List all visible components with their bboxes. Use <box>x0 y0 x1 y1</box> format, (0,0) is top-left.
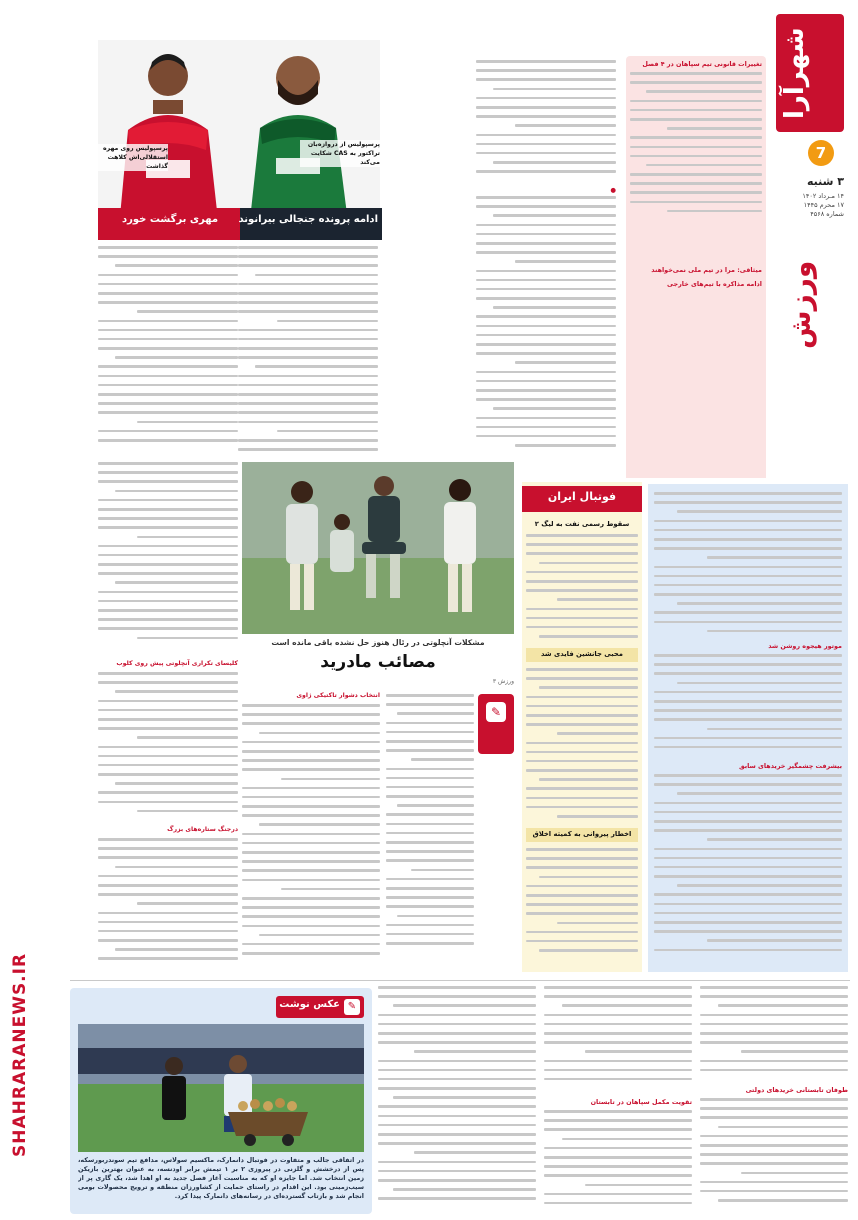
weekday: ۳ شنبه <box>806 175 844 188</box>
section-logo <box>784 230 846 380</box>
madrid-logo-icon: ✎ <box>486 702 506 722</box>
notes-text-0 <box>654 492 842 638</box>
sidebar-text-1 <box>630 72 762 222</box>
iran-item-3-title: اخطار پیروانی به کمیته اخلاق <box>532 830 632 838</box>
notes-text-1 <box>654 654 842 760</box>
site-url <box>6 900 30 1210</box>
notes-text-2 <box>654 774 842 964</box>
bottom-divider <box>70 980 850 981</box>
football-iran-badge: فوتبال ایران <box>547 490 617 503</box>
photo-box-icon: ✎ <box>344 999 360 1015</box>
masthead-logo: شهرآرا <box>780 27 810 119</box>
bottom-col-1b <box>700 1098 848 1212</box>
madrid-headline: مصائب مادرید <box>320 652 436 672</box>
sidebar-headline-2: میثاقی: مرا در تیم ملی نمی‌خواهند <box>651 266 762 274</box>
top-story-headline-bar <box>98 208 382 240</box>
section-logo-text: ورزش <box>784 260 817 350</box>
madrid-text-col-mid <box>242 704 380 968</box>
potato-cart-scene <box>78 1024 364 1152</box>
photo-box-title: عکس نوشت <box>279 999 340 1010</box>
bottom-col-1 <box>700 986 848 1082</box>
note-2-heading: بیشرفت چشمگیر خریدهای سابق <box>738 762 842 770</box>
training-scene <box>242 462 514 634</box>
column-text-b <box>476 196 616 456</box>
date-line-1: ۱۴ مـرداد ۱۴۰۲ <box>802 192 844 200</box>
madrid-photo <box>242 462 514 634</box>
madrid-sub-2: کلیسای تکراری آنچلوتی پیش روی کلوب <box>116 660 238 667</box>
top-story-text-left <box>98 246 238 458</box>
page-number: 7 <box>815 144 827 162</box>
photo-box-image <box>78 1024 364 1152</box>
madrid-kicker: مشکلات آنچلوتی در رئال هنوز حل نشده باقی مانده است <box>271 638 485 647</box>
top-story-text-right <box>238 246 378 458</box>
note-5-heading: طوفان تابستانی خریدهای دولتی <box>745 1086 848 1094</box>
column-a-subheading: ● <box>610 186 616 194</box>
bottom-col-2b <box>544 1110 692 1212</box>
madrid-sub-1: انتخاب دشوار تاکتیکی ژاوی <box>296 692 380 699</box>
iran-item-2-text <box>526 668 638 828</box>
note-1-heading: موتور هیجوه روشن شد <box>768 642 842 650</box>
top-story-subheadline: مهری برگشت خورد <box>121 214 219 225</box>
site-url-text: SHAHRARANEWS.IR <box>10 952 30 1158</box>
photo-box <box>70 988 372 1214</box>
column-text-a <box>476 60 616 180</box>
sidebar-mid <box>626 278 766 478</box>
notes-column <box>648 484 848 972</box>
madrid-text-col-left-3 <box>98 838 238 968</box>
date-line-3: شماره ۴۵۶۸ <box>810 210 844 218</box>
page-number-badge <box>808 140 834 166</box>
madrid-text-col-left-2 <box>98 672 238 822</box>
iran-item-3-text <box>526 848 638 966</box>
top-story-caption-right: پرسپولیس از دروازه‌بان تراکتور به CAS شکایت می‌کند <box>300 140 380 167</box>
masthead <box>766 0 858 255</box>
sidebar-headline-1: تغییرات قانونی تیم سپاهان در ۴ فصل <box>642 60 762 68</box>
iran-item-1-title: سقوط رسمی نفت به لیگ ۲ <box>534 520 630 528</box>
top-story-caption-left: پرسپولیس روی مهره استقلالی‌اش کلاهت گذاشت <box>98 144 168 171</box>
iran-item-2-title: محبی جانشین فایدی شد <box>541 650 623 658</box>
top-story-headline: ادامه پرونده جنجالی بیرانوند <box>238 214 378 225</box>
madrid-source: ورزش ۳ <box>492 678 514 685</box>
bottom-col-2 <box>544 986 692 1096</box>
photo-box-caption: در اتفاقی جالب و متفاوت در فوتبال دانمارک، ماکسیم سولاس، مدافع تیم سوندربورسکه، پس از درخشش و گلزنی در پیروزی ۲ بر ۱ تیمش برابر اودنسه، به عنوان بهترین بازیکن زمین انتخاب شد. اما جایزه او که به مناسبت آغاز فصل جدید به او اهدا شد، یک گاری پر از سیب‌زمینی بود. این اقدام در راستای حمایت از کشاورزان منطقه و ترویج محصولات بومی انجام شد و بازتاب گسترده‌ای در رسانه‌های دانمارک پیدا کرد. <box>78 1156 364 1200</box>
bottom-mid-text <box>378 986 506 1212</box>
date-line-2: ۱۷ محرم ۱۴۴۵ <box>803 201 844 209</box>
note-3-heading: تقویت مکمل سپاهان در تابستان <box>590 1098 692 1106</box>
madrid-text-col-right <box>386 694 474 968</box>
football-iran-box <box>522 482 642 972</box>
madrid-sub-3: درجنگ ستاره‌های بزرگ <box>167 826 238 833</box>
madrid-text-col-left <box>98 462 238 652</box>
iran-item-1-text <box>526 534 638 644</box>
sidebar-headline-3: ادامه مذاکره با تیم‌های خارجی <box>667 280 762 288</box>
